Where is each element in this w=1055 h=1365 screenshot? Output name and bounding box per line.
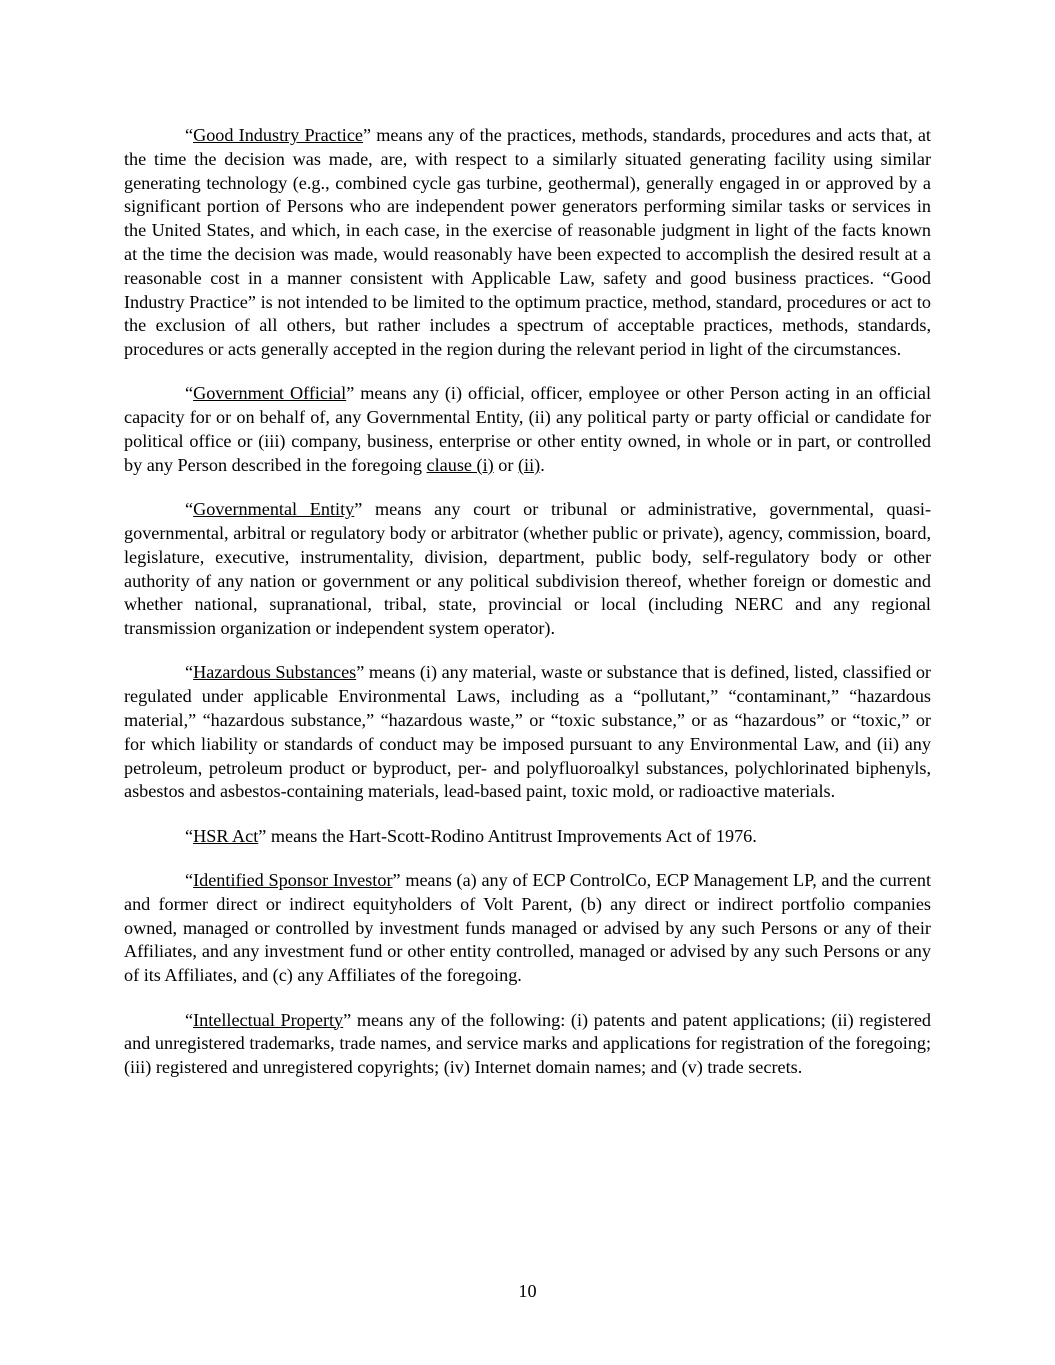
clause-reference: (ii) [517, 454, 541, 475]
definition-text: ” means (i) any material, waste or substance that is defined, listed, classified or regulated under applicable Environmental Laws, including as a “pollutant,” “contaminant,” “hazardous material,” “hazardous substance,” “hazardous waste,” or “toxic substance,” or as “hazardous” or “toxic,” or for which liability or standards of conduct may be imposed pursuant to any Environmental Law, and (ii) any petroleum, petroleum product or byproduct, per- and polyfluoroalkyl substances, polychlorinated biphenyls, asbestos and asbestos-containing materials, lead-based paint, toxic mold, or radioactive materials. [124, 662, 931, 802]
definition-text: . [540, 454, 545, 475]
definition-hsr-act [124, 825, 931, 849]
defined-term: Intellectual Property [193, 1009, 344, 1030]
definition-text: ” means (a) any of ECP ControlCo, ECP Management LP, and the current and former direct or indirect equityholders of Volt Parent, (b) any direct or indirect portfolio companies owned, managed or controlled by investment funds managed or advised by any such Persons or any of their Affiliates, and any investment fund or other entity controlled, managed or advised by any such Persons or any of its Affiliates, and (c) any Affiliates of the foregoing. [124, 870, 932, 986]
definition-governmental-entity [124, 498, 931, 641]
definition-text: ” means any court or tribunal or administrative, governmental, quasi-governmental, arbitral or regulatory body or arbitrator (whether public or private), agency, commission, board, legislature, executive, instrumentality, division, department, public body, self-regulatory body or other authority of any nation or government or any political subdivision thereof, whether foreign or domestic and whether national, supranational, tribal, state, provincial or local (including NERC and any regional transmission organization or independent system operator). [124, 499, 932, 639]
open-quote: “ [185, 1009, 194, 1030]
defined-term: Hazardous Substances [193, 662, 357, 683]
document-page [124, 124, 931, 1100]
defined-term: Good Industry Practice [193, 125, 364, 145]
definition-good-industry-practice [124, 124, 931, 362]
defined-term: HSR Act [193, 825, 259, 846]
defined-term: Identified Sponsor Investor [193, 870, 393, 891]
definition-hazardous-substances [124, 661, 931, 804]
definition-government-official [124, 382, 931, 477]
open-quote: “ [185, 825, 194, 846]
definition-text: ” means any of the following: (i) patents and patent applications; (ii) registered and unregistered trademarks, trade names, and service marks and applications for registration of the foregoing; (iii) registered and unregistered copyrights; (iv) Internet domain names; and (v) trade secrets. [124, 1009, 931, 1078]
defined-term: Governmental Entity [193, 499, 355, 520]
definition-text: ” means the Hart-Scott-Rodino Antitrust Improvements Act of 1976. [258, 825, 757, 846]
page-number: 10 [518, 1281, 537, 1301]
definition-identified-sponsor-investor [124, 869, 931, 988]
defined-term: Government Official [193, 383, 347, 404]
open-quote: “ [185, 125, 194, 145]
definition-text: or [493, 454, 518, 475]
open-quote: “ [185, 499, 194, 520]
definition-text: ” means any (i) official, officer, employee or other Person acting in an official capacity for or on behalf of, any Governmental Entity, (ii) any political party or party official or candidate for political office or (iii) company, business, enterprise or other entity owned, in whole or in part, or controlled by any Person described in the foregoing [124, 383, 931, 475]
open-quote: “ [185, 383, 194, 404]
open-quote: “ [185, 870, 194, 891]
definition-intellectual-property [124, 1009, 931, 1080]
open-quote: “ [185, 662, 194, 683]
clause-reference: clause (i) [426, 454, 494, 475]
definition-text: ” means any of the practices, methods, standards, procedures and acts that, at the time the decision was made, are, with respect to a similarly situated generating facility using similar generating technology (e.g., combined cycle gas turbine, geothermal), generally engaged in or approved by a significant portion of Persons who are independent power generators performing similar tasks or services in the United States, and which, in each case, in the exercise of reasonable judgment in light of the facts known at the time the decision was made, would reasonably have been expected to accomplish the desired result at a reasonable cost in a manner consistent with Applicable Law, safety and good business practices. “Good Industry Practice” is not intended to be limited to the optimum practice, method, standard, procedures or act to the exclusion of all others, but rather includes a spectrum of acceptable practices, methods, standards, procedures or acts generally accepted in the region during the relevant period in light of the circumstances. [124, 125, 931, 360]
